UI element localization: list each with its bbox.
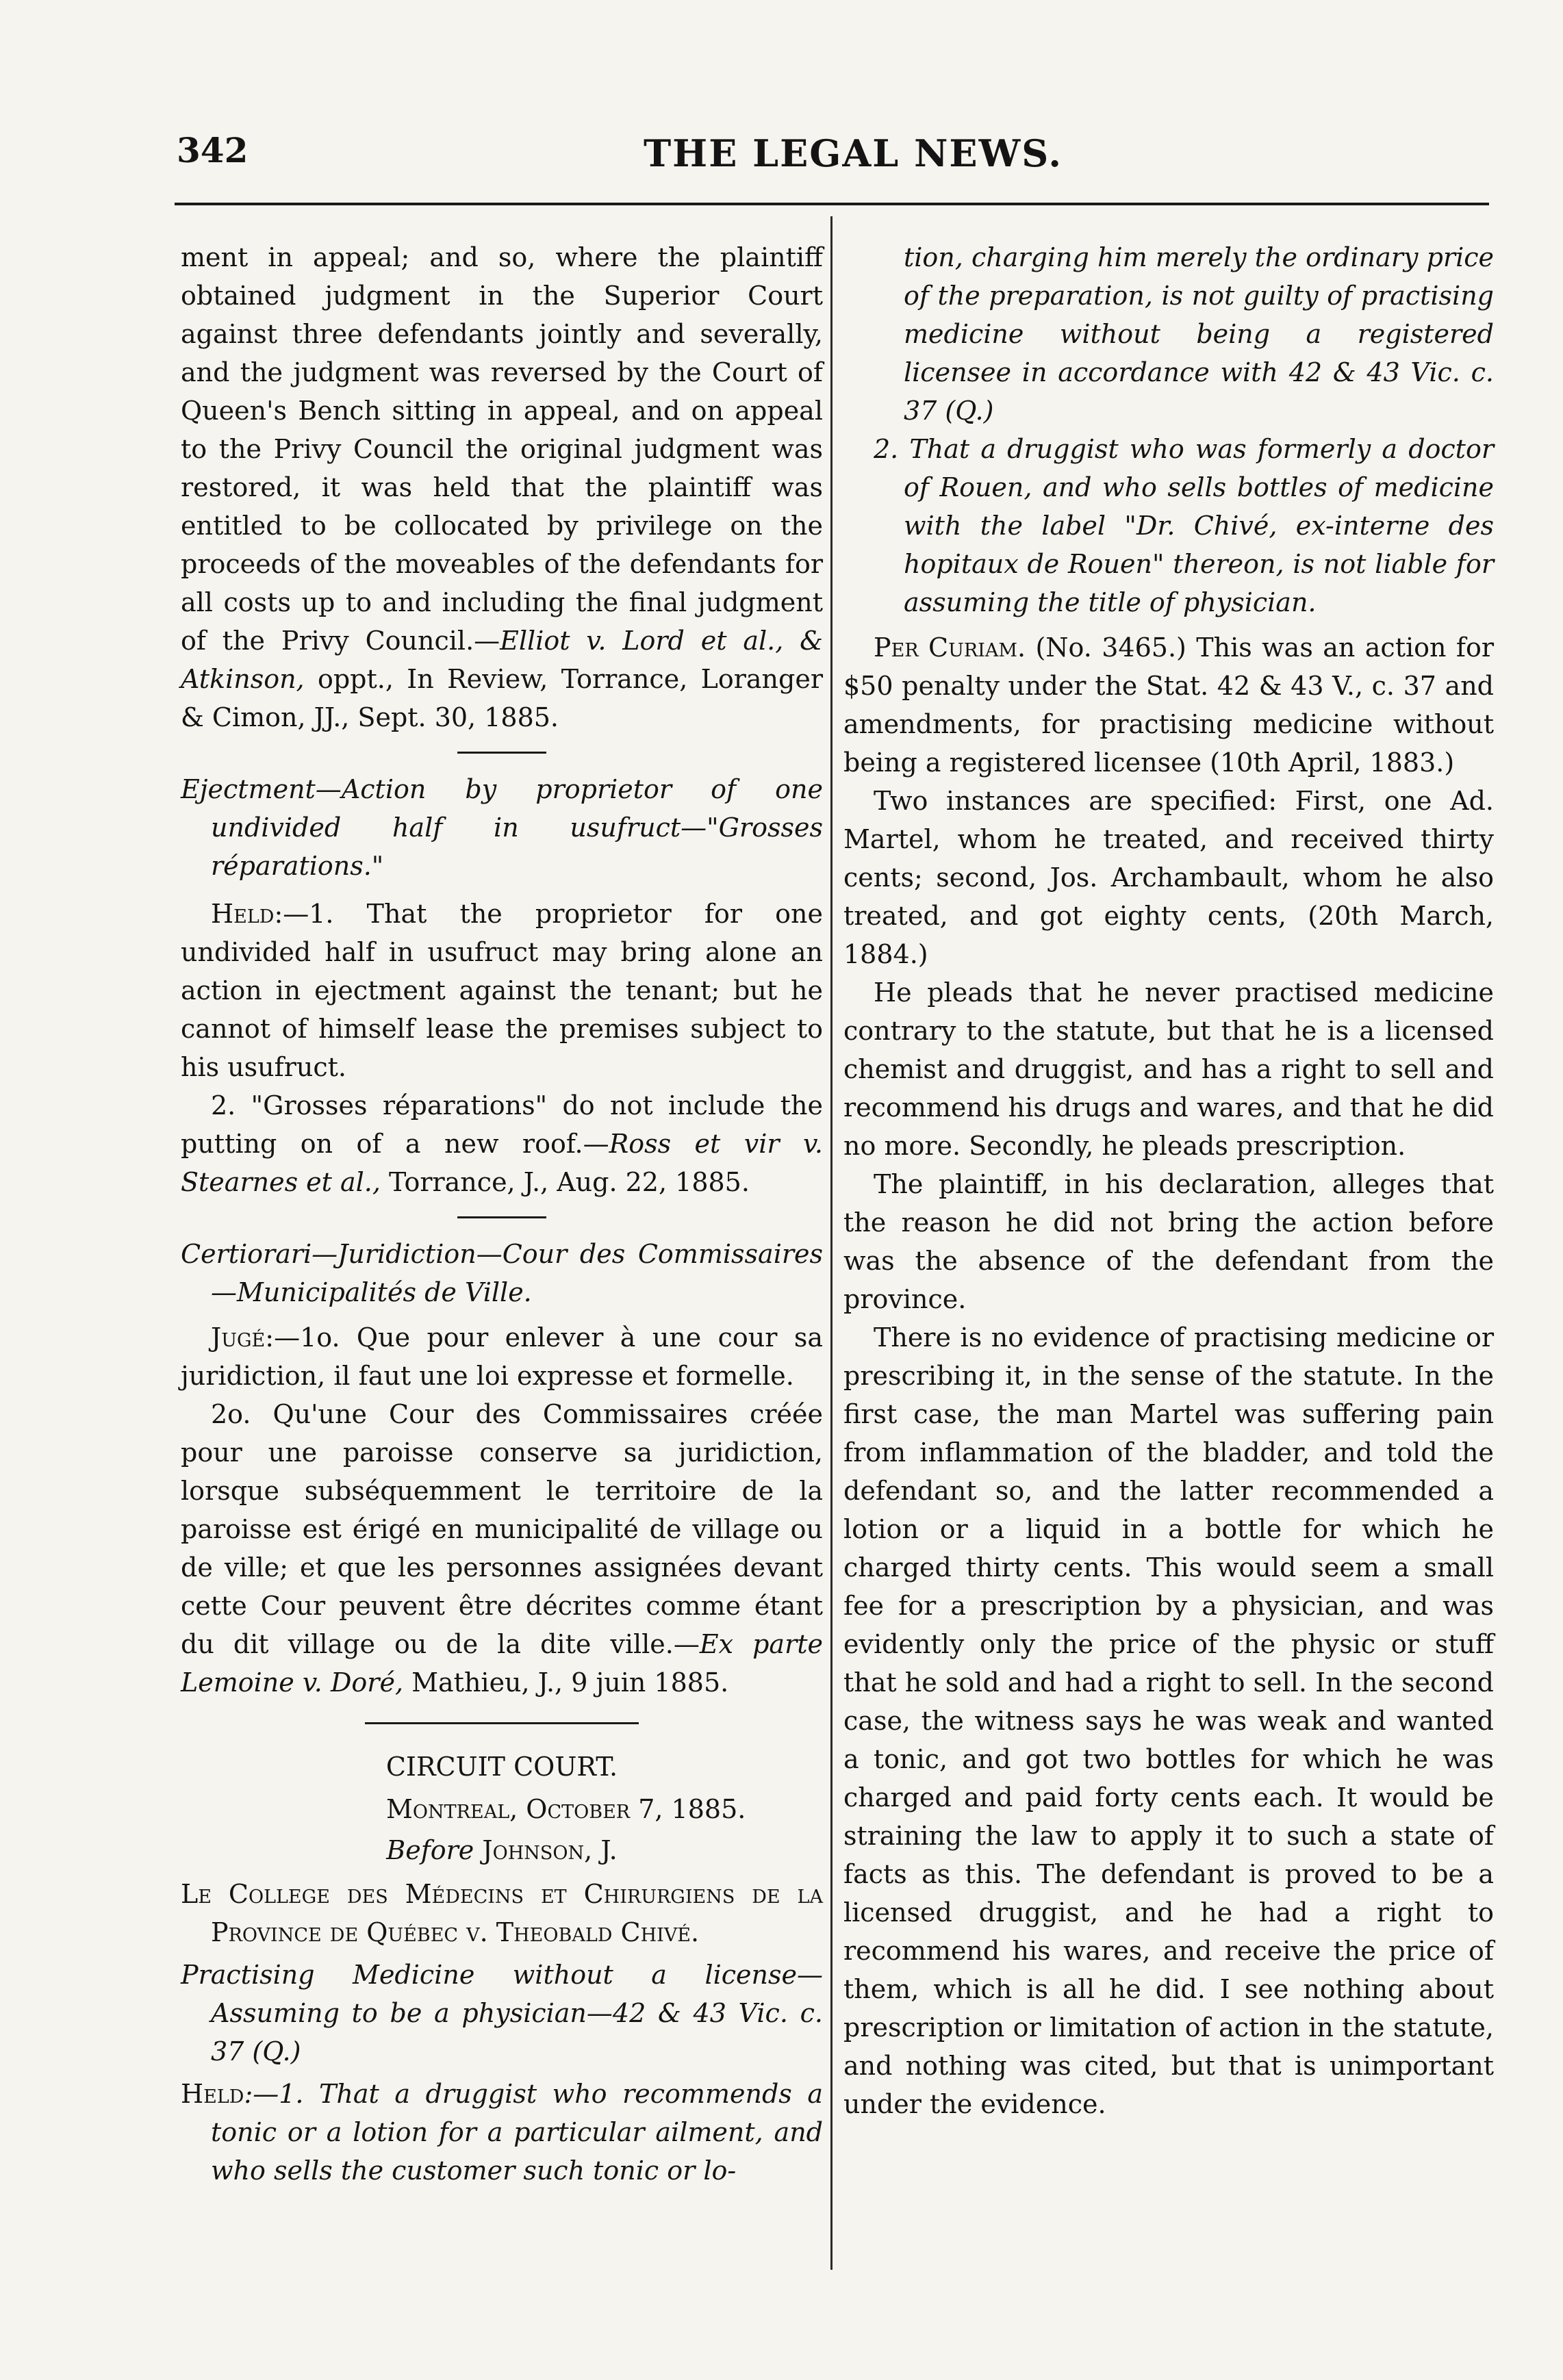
text: 2. "Grosses réparations" do not include the putting on of a new roof.— xyxy=(181,1090,823,1159)
held-label: Held xyxy=(181,2079,244,2109)
paragraph xyxy=(181,895,823,1086)
paragraph xyxy=(843,430,1494,622)
heading-text: Ejectment—Action by proprietor of one undivided half in usufruct—"Grosses réparations." xyxy=(181,774,823,881)
judge-name: Johnson, J. xyxy=(482,1835,618,1865)
before-word: Before xyxy=(386,1835,474,1865)
case-name: Ross et vir v. Stearnes et al., xyxy=(181,1129,824,1197)
text: (No. 3465.) This was an action for $50 penalty under the Stat. 42 & 43 V., c. 37 and amendments, for practising medicine without being a registered licensee (10th April, 1883.) xyxy=(843,632,1494,778)
text: :—1o. Que pour enlever à une cour sa juridiction, il faut une loi expresse et formelle. xyxy=(181,1322,823,1391)
case-name: Ex parte Lemoine v. Doré, xyxy=(181,1629,823,1698)
section-rule xyxy=(457,752,546,754)
header-rule xyxy=(175,203,1489,205)
text: 2o. Qu'une Cour des Commissaires créée pour une paroisse conserve sa juridiction, lorsque subséquemment le territoire de la paroisse est érigé en municipalité de village ou de ville; et que les personnes assignées devant cette Cour peuvent être décrites comme étant du dit village ou de la dite ville.— xyxy=(181,1399,823,1659)
paragraph: The plaintiff, in his declaration, alleges that the reason he did not bring the action before was the absence of the defendant from the province. xyxy=(843,1169,1494,1314)
text: oppt., In Review, Torrance, Loranger & Cimon, JJ., Sept. 30, 1885. xyxy=(181,664,823,732)
case-name: Elliot v. Lord et al., & Atkinson, xyxy=(181,626,823,694)
place-date: Montreal, October 7, 1885. xyxy=(386,1794,746,1824)
running-title: THE LEGAL NEWS. xyxy=(644,131,1063,175)
headnote-heading xyxy=(181,1235,823,1311)
case-parties: Le College des Médecins et Chirurgiens de la Province de Québec v. Theobald Chivé. xyxy=(181,1879,823,1947)
text: Mathieu, J., 9 juin 1885. xyxy=(403,1667,729,1698)
text: :—1. That the proprietor for one undivided half in usufruct may bring alone an action in ejectment against the tenant; but he cannot of himself lease the premises subject to his usufruct. xyxy=(181,899,823,1082)
paragraph xyxy=(181,1395,823,1702)
paragraph: There is no evidence of practising medicine or prescribing it, in the sense of the statute. In the first case, the man Martel was suffering pain from inflammation of the bladder, and told the defendant so, and the latter recommended a lotion or a liquid in a bottle for which he charged thirty cents. This would seem a small fee for a prescription by a physician, and was evidently only the price of the physic or stuff that he sold and had a right to sell. In the second case, the witness says he was weak and wanted a tonic, and got two bottles for which he was charged and paid forty cents each. It would be straining the law to apply it to such a state of facts as this. The defendant is proved to be a licensed druggist, and he had a right to recommend his wares, and receive the price of them, which is all he did. I see nothing about prescription or limitation of action in the statute, and nothing was cited, but that is unimportant under the evidence. xyxy=(843,1322,1494,2119)
column-divider xyxy=(830,216,833,2270)
headnote-heading xyxy=(181,1956,823,2071)
paragraph: Two instances are specified: First, one Ad. Martel, whom he treated, and received thirty cents; second, Jos. Archambault, whom he also treated, and got eighty cents, (20th March, 1884.) xyxy=(843,786,1494,969)
text: 2. That a druggist who was formerly a doctor of Rouen, and who sells bottles of medicine with the label "Dr. Chivé, ex-interne des hopitaux de Rouen" thereon, is not liable for assuming the title of physician. xyxy=(874,434,1494,617)
text: :—1. That a druggist who recommends a tonic or a lotion for a particular ailment, and who sells the customer such tonic or lo- xyxy=(211,2079,823,2186)
page-number: 342 xyxy=(177,130,249,170)
juge-label: Jugé xyxy=(211,1322,266,1353)
court-title: CIRCUIT COURT. xyxy=(385,1752,618,1782)
before-line xyxy=(181,1831,823,1869)
paragraph xyxy=(181,1086,823,1201)
section-rule xyxy=(457,1216,546,1218)
section-rule xyxy=(365,1722,639,1724)
left-column xyxy=(181,238,823,2190)
right-column xyxy=(843,238,1494,2123)
paragraph xyxy=(843,238,1494,430)
text: Torrance, J., Aug. 22, 1885. xyxy=(380,1167,750,1197)
paragraph xyxy=(843,628,1494,782)
heading-text: Practising Medicine without a license—Assuming to be a physician—42 & 43 Vic. c. 37 (Q.) xyxy=(181,1960,823,2066)
heading-text: Certiorari—Juridiction—Cour des Commissaires —Municipalités de Ville. xyxy=(181,1239,823,1307)
paragraph xyxy=(181,2075,823,2190)
text: tion, charging him merely the ordinary price of the preparation, is not guilty of practising medicine without being a registered licensee in accordance with 42 & 43 Vic. c. 37 (Q.) xyxy=(904,242,1494,426)
paragraph: He pleads that he never practised medicine contrary to the statute, but that he is a licensed chemist and druggist, and has a right to sell and recommend his drugs and wares, and that he did no more. Secondly, he pleads prescription. xyxy=(843,977,1494,1161)
text: ment in appeal; and so, where the plaintiff obtained judgment in the Superior Court against three defendants jointly and severally, and the judgment was reversed by the Court of Queen's Bench sitting in appeal, and on appeal to the Privy Council the original judgment was restored, it was held that the plaintiff was entitled to be collocated by privilege on the proceeds of the moveables of the defendants for all costs up to and including the final judgment of the Privy Council.— xyxy=(181,242,823,656)
held-label: Held xyxy=(211,899,275,929)
paragraph xyxy=(181,238,823,737)
paragraph xyxy=(181,1318,823,1395)
per-curiam-label: Per Curiam. xyxy=(874,632,1026,663)
headnote-heading xyxy=(181,770,823,885)
